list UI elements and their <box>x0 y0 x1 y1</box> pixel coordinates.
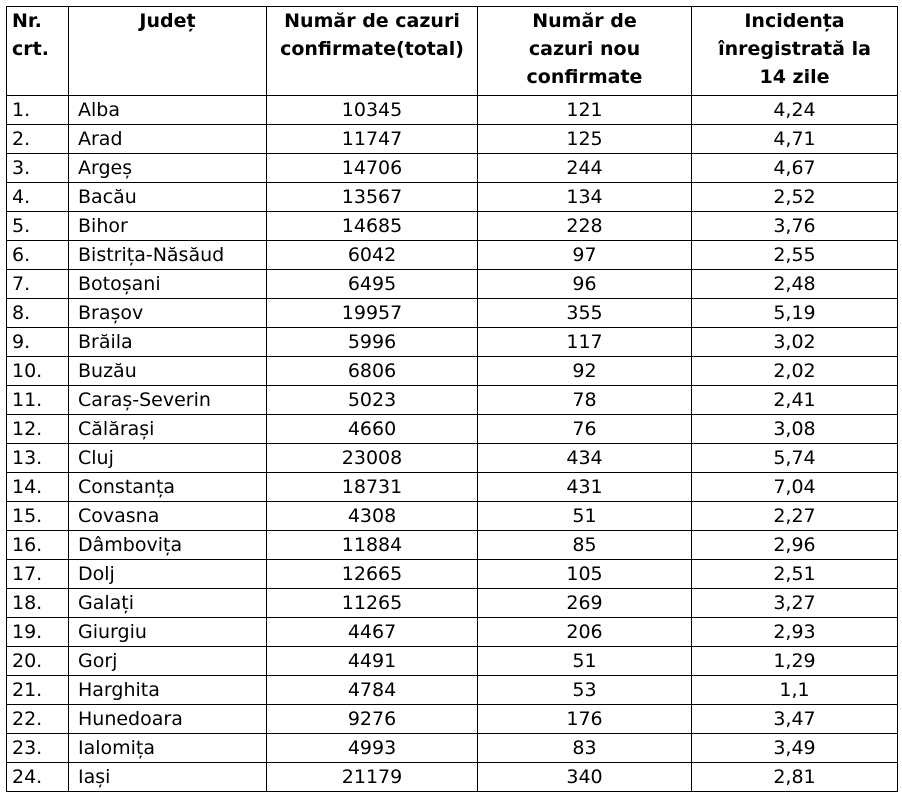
county-name-cell: Buzău <box>69 357 267 386</box>
row-number-cell: 4. <box>7 183 69 212</box>
incidence-cell: 2,96 <box>692 531 898 560</box>
incidence-cell: 4,67 <box>692 154 898 183</box>
row-number-cell: 23. <box>7 734 69 763</box>
row-number-cell: 18. <box>7 589 69 618</box>
total-cases-cell: 21179 <box>267 763 478 792</box>
table-body <box>7 96 898 792</box>
new-cases-cell: 85 <box>478 531 692 560</box>
table-row <box>7 299 898 328</box>
new-cases-cell: 134 <box>478 183 692 212</box>
row-number-cell: 19. <box>7 618 69 647</box>
new-cases-cell: 176 <box>478 705 692 734</box>
county-name-cell: Galați <box>69 589 267 618</box>
total-cases-cell: 4784 <box>267 676 478 705</box>
total-cases-cell: 9276 <box>267 705 478 734</box>
total-cases-cell: 18731 <box>267 473 478 502</box>
new-cases-cell: 125 <box>478 125 692 154</box>
county-name-cell: Dâmbovița <box>69 531 267 560</box>
total-cases-cell: 4467 <box>267 618 478 647</box>
row-number-cell: 16. <box>7 531 69 560</box>
incidence-cell: 3,27 <box>692 589 898 618</box>
row-number-cell: 14. <box>7 473 69 502</box>
incidence-cell: 4,24 <box>692 96 898 125</box>
header-row <box>7 7 898 96</box>
row-number-cell: 7. <box>7 270 69 299</box>
new-cases-cell: 228 <box>478 212 692 241</box>
table-row <box>7 473 898 502</box>
county-name-cell: Caraș-Severin <box>69 386 267 415</box>
table-row <box>7 96 898 125</box>
new-cases-cell: 355 <box>478 299 692 328</box>
incidence-cell: 2,51 <box>692 560 898 589</box>
row-number-cell: 21. <box>7 676 69 705</box>
county-name-cell: Bacău <box>69 183 267 212</box>
total-cases-cell: 14685 <box>267 212 478 241</box>
header-incidence: Incidența înregistrată la 14 zile <box>692 7 898 96</box>
table-row <box>7 705 898 734</box>
total-cases-cell: 23008 <box>267 444 478 473</box>
table-row <box>7 183 898 212</box>
county-name-cell: Călărași <box>69 415 267 444</box>
table-row <box>7 531 898 560</box>
table-row <box>7 444 898 473</box>
row-number-cell: 10. <box>7 357 69 386</box>
incidence-cell: 7,04 <box>692 473 898 502</box>
table-row <box>7 386 898 415</box>
new-cases-cell: 117 <box>478 328 692 357</box>
incidence-cell: 2,52 <box>692 183 898 212</box>
row-number-cell: 22. <box>7 705 69 734</box>
county-name-cell: Hunedoara <box>69 705 267 734</box>
table-header <box>7 7 898 96</box>
new-cases-cell: 269 <box>478 589 692 618</box>
county-name-cell: Bihor <box>69 212 267 241</box>
new-cases-cell: 105 <box>478 560 692 589</box>
total-cases-cell: 11747 <box>267 125 478 154</box>
row-number-cell: 17. <box>7 560 69 589</box>
row-number-cell: 3. <box>7 154 69 183</box>
total-cases-cell: 11884 <box>267 531 478 560</box>
total-cases-cell: 4993 <box>267 734 478 763</box>
new-cases-cell: 121 <box>478 96 692 125</box>
row-number-cell: 5. <box>7 212 69 241</box>
new-cases-cell: 51 <box>478 502 692 531</box>
county-name-cell: Gorj <box>69 647 267 676</box>
county-name-cell: Covasna <box>69 502 267 531</box>
new-cases-cell: 92 <box>478 357 692 386</box>
county-name-cell: Argeș <box>69 154 267 183</box>
county-name-cell: Ialomița <box>69 734 267 763</box>
total-cases-cell: 5023 <box>267 386 478 415</box>
incidence-cell: 5,74 <box>692 444 898 473</box>
total-cases-cell: 4308 <box>267 502 478 531</box>
header-nr-crt: Nr. crt. <box>7 7 69 96</box>
row-number-cell: 20. <box>7 647 69 676</box>
county-name-cell: Harghita <box>69 676 267 705</box>
new-cases-cell: 76 <box>478 415 692 444</box>
row-number-cell: 15. <box>7 502 69 531</box>
total-cases-cell: 4491 <box>267 647 478 676</box>
county-name-cell: Constanța <box>69 473 267 502</box>
row-number-cell: 8. <box>7 299 69 328</box>
incidence-cell: 2,81 <box>692 763 898 792</box>
row-number-cell: 11. <box>7 386 69 415</box>
incidence-cell: 2,41 <box>692 386 898 415</box>
county-name-cell: Alba <box>69 96 267 125</box>
table-row <box>7 125 898 154</box>
total-cases-cell: 6042 <box>267 241 478 270</box>
incidence-cell: 2,93 <box>692 618 898 647</box>
total-cases-cell: 12665 <box>267 560 478 589</box>
row-number-cell: 13. <box>7 444 69 473</box>
row-number-cell: 6. <box>7 241 69 270</box>
table-row <box>7 560 898 589</box>
incidence-cell: 1,29 <box>692 647 898 676</box>
county-name-cell: Iași <box>69 763 267 792</box>
table-row <box>7 647 898 676</box>
total-cases-cell: 11265 <box>267 589 478 618</box>
header-total-cases: Număr de cazuri confirmate(total) <box>267 7 478 96</box>
header-new-cases: Număr de cazuri nou confirmate <box>478 7 692 96</box>
county-name-cell: Giurgiu <box>69 618 267 647</box>
table-row <box>7 589 898 618</box>
incidence-cell: 5,19 <box>692 299 898 328</box>
incidence-cell: 2,02 <box>692 357 898 386</box>
new-cases-cell: 51 <box>478 647 692 676</box>
new-cases-cell: 53 <box>478 676 692 705</box>
new-cases-cell: 434 <box>478 444 692 473</box>
table-row <box>7 734 898 763</box>
table-row <box>7 357 898 386</box>
incidence-cell: 2,27 <box>692 502 898 531</box>
new-cases-cell: 244 <box>478 154 692 183</box>
row-number-cell: 24. <box>7 763 69 792</box>
total-cases-cell: 10345 <box>267 96 478 125</box>
new-cases-cell: 97 <box>478 241 692 270</box>
incidence-cell: 3,02 <box>692 328 898 357</box>
table-row <box>7 154 898 183</box>
county-name-cell: Arad <box>69 125 267 154</box>
total-cases-cell: 14706 <box>267 154 478 183</box>
total-cases-cell: 4660 <box>267 415 478 444</box>
new-cases-cell: 206 <box>478 618 692 647</box>
header-judet: Județ <box>69 7 267 96</box>
county-name-cell: Bistrița-Năsăud <box>69 241 267 270</box>
new-cases-cell: 83 <box>478 734 692 763</box>
county-name-cell: Brăila <box>69 328 267 357</box>
table-row <box>7 270 898 299</box>
new-cases-cell: 78 <box>478 386 692 415</box>
new-cases-cell: 340 <box>478 763 692 792</box>
table-row <box>7 763 898 792</box>
county-name-cell: Dolj <box>69 560 267 589</box>
incidence-cell: 3,08 <box>692 415 898 444</box>
table-row <box>7 328 898 357</box>
incidence-cell: 3,47 <box>692 705 898 734</box>
county-name-cell: Brașov <box>69 299 267 328</box>
covid-county-table <box>6 6 898 792</box>
new-cases-cell: 96 <box>478 270 692 299</box>
incidence-cell: 4,71 <box>692 125 898 154</box>
new-cases-cell: 431 <box>478 473 692 502</box>
row-number-cell: 12. <box>7 415 69 444</box>
total-cases-cell: 19957 <box>267 299 478 328</box>
row-number-cell: 9. <box>7 328 69 357</box>
total-cases-cell: 6806 <box>267 357 478 386</box>
county-name-cell: Cluj <box>69 444 267 473</box>
total-cases-cell: 13567 <box>267 183 478 212</box>
table-row <box>7 676 898 705</box>
table-row <box>7 502 898 531</box>
incidence-cell: 3,49 <box>692 734 898 763</box>
total-cases-cell: 5996 <box>267 328 478 357</box>
table-row <box>7 618 898 647</box>
incidence-cell: 2,55 <box>692 241 898 270</box>
table-row <box>7 415 898 444</box>
table-row <box>7 241 898 270</box>
row-number-cell: 1. <box>7 96 69 125</box>
county-name-cell: Botoșani <box>69 270 267 299</box>
total-cases-cell: 6495 <box>267 270 478 299</box>
incidence-cell: 3,76 <box>692 212 898 241</box>
row-number-cell: 2. <box>7 125 69 154</box>
incidence-cell: 2,48 <box>692 270 898 299</box>
table-row <box>7 212 898 241</box>
incidence-cell: 1,1 <box>692 676 898 705</box>
